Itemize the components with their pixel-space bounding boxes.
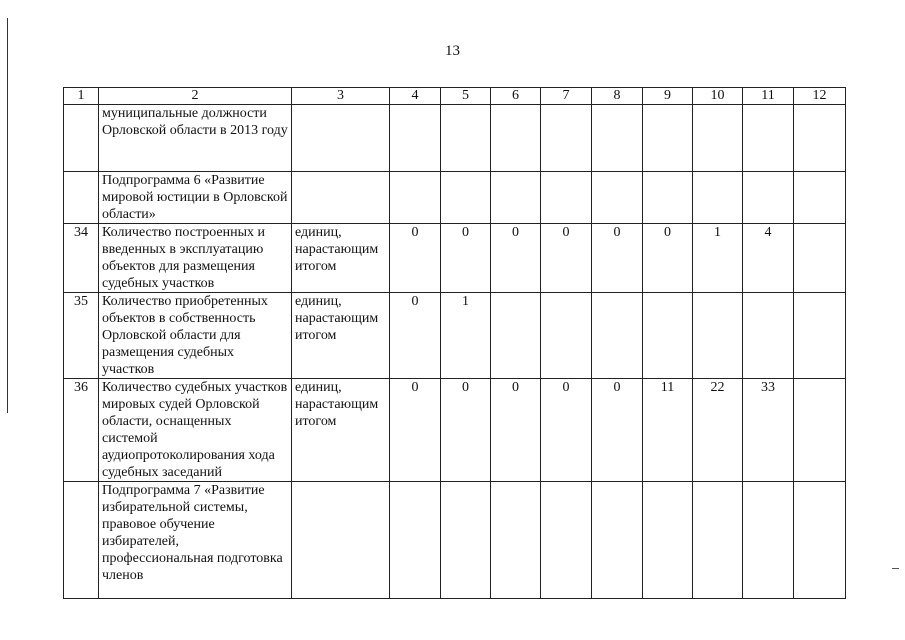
- value-cell: [541, 293, 592, 379]
- value-cell: [541, 105, 592, 172]
- value-cell: 0: [541, 224, 592, 293]
- indicator-name: Количество построенных и введенных в эксплуатацию объектов для размещения судебных участков: [99, 224, 292, 293]
- value-cell: 0: [541, 379, 592, 482]
- page-number: 13: [445, 43, 460, 59]
- row-number: 35: [64, 293, 99, 379]
- value-cell: [643, 293, 693, 379]
- value-cell: 0: [491, 224, 541, 293]
- value-cell: 0: [390, 224, 441, 293]
- value-cell: [693, 293, 743, 379]
- indicator-name: муниципальные должности Орловской области в 2013 году: [99, 105, 292, 172]
- table-row: [64, 105, 846, 172]
- value-cell: 4: [743, 224, 794, 293]
- unit-of-measure: единиц, нарастающим итогом: [292, 379, 390, 482]
- unit-of-measure: [292, 105, 390, 172]
- value-cell: [491, 172, 541, 224]
- column-number: 12: [794, 88, 846, 105]
- unit-of-measure: [292, 172, 390, 224]
- value-cell: 0: [390, 293, 441, 379]
- value-cell: 0: [592, 379, 643, 482]
- indicator-table: [63, 87, 846, 599]
- column-number: 3: [292, 88, 390, 105]
- table-row: [64, 293, 846, 379]
- column-number: 5: [441, 88, 491, 105]
- value-cell: [592, 105, 643, 172]
- column-number: 10: [693, 88, 743, 105]
- value-cell: [794, 105, 846, 172]
- value-cell: [441, 105, 491, 172]
- column-number: 6: [491, 88, 541, 105]
- value-cell: [390, 172, 441, 224]
- table-row: [64, 172, 846, 224]
- indicator-name: Количество приобретенных объектов в собственность Орловской области для размещения судебных участков: [99, 293, 292, 379]
- unit-of-measure: единиц, нарастающим итогом: [292, 293, 390, 379]
- column-number: 9: [643, 88, 693, 105]
- column-number: 11: [743, 88, 794, 105]
- table-row: [64, 224, 846, 293]
- column-number: 1: [64, 88, 99, 105]
- column-number: 8: [592, 88, 643, 105]
- value-cell: [541, 172, 592, 224]
- value-cell: 0: [441, 224, 491, 293]
- indicator-name: Подпрограмма 6 «Развитие мировой юстиции в Орловской области»: [99, 172, 292, 224]
- value-cell: [693, 172, 743, 224]
- value-cell: [390, 482, 441, 599]
- column-numbers-row: [64, 88, 846, 105]
- value-cell: 22: [693, 379, 743, 482]
- value-cell: 0: [390, 379, 441, 482]
- value-cell: 33: [743, 379, 794, 482]
- indicator-name: Количество судебных участков мировых судей Орловской области, оснащенных системой аудиопротоколирования хода судебных заседаний: [99, 379, 292, 482]
- value-cell: [743, 293, 794, 379]
- value-cell: [491, 293, 541, 379]
- value-cell: [794, 172, 846, 224]
- value-cell: [794, 379, 846, 482]
- value-cell: [743, 105, 794, 172]
- value-cell: 1: [693, 224, 743, 293]
- value-cell: [541, 482, 592, 599]
- value-cell: [592, 293, 643, 379]
- table-row: [64, 379, 846, 482]
- column-number: 4: [390, 88, 441, 105]
- value-cell: [693, 482, 743, 599]
- row-number: [64, 482, 99, 599]
- value-cell: [743, 172, 794, 224]
- value-cell: [693, 105, 743, 172]
- row-number: [64, 172, 99, 224]
- value-cell: [491, 105, 541, 172]
- value-cell: [592, 482, 643, 599]
- value-cell: [794, 482, 846, 599]
- scan-margin-line: [7, 18, 8, 413]
- unit-of-measure: единиц, нарастающим итогом: [292, 224, 390, 293]
- value-cell: [643, 105, 693, 172]
- value-cell: [390, 105, 441, 172]
- row-number: 36: [64, 379, 99, 482]
- value-cell: [643, 482, 693, 599]
- row-number: 34: [64, 224, 99, 293]
- table-row: [64, 482, 846, 599]
- value-cell: [441, 482, 491, 599]
- value-cell: 0: [643, 224, 693, 293]
- indicator-name: Подпрограмма 7 «Развитие избирательной системы, правовое обучение избирателей, профессиональная подготовка членов: [99, 482, 292, 599]
- value-cell: [441, 172, 491, 224]
- column-number: 2: [99, 88, 292, 105]
- value-cell: 0: [592, 224, 643, 293]
- value-cell: [743, 482, 794, 599]
- value-cell: 0: [441, 379, 491, 482]
- scan-mark: [892, 568, 899, 569]
- value-cell: [794, 224, 846, 293]
- unit-of-measure: [292, 482, 390, 599]
- value-cell: 1: [441, 293, 491, 379]
- value-cell: [643, 172, 693, 224]
- value-cell: [491, 482, 541, 599]
- column-number: 7: [541, 88, 592, 105]
- row-number: [64, 105, 99, 172]
- value-cell: [592, 172, 643, 224]
- value-cell: 0: [491, 379, 541, 482]
- value-cell: [794, 293, 846, 379]
- value-cell: 11: [643, 379, 693, 482]
